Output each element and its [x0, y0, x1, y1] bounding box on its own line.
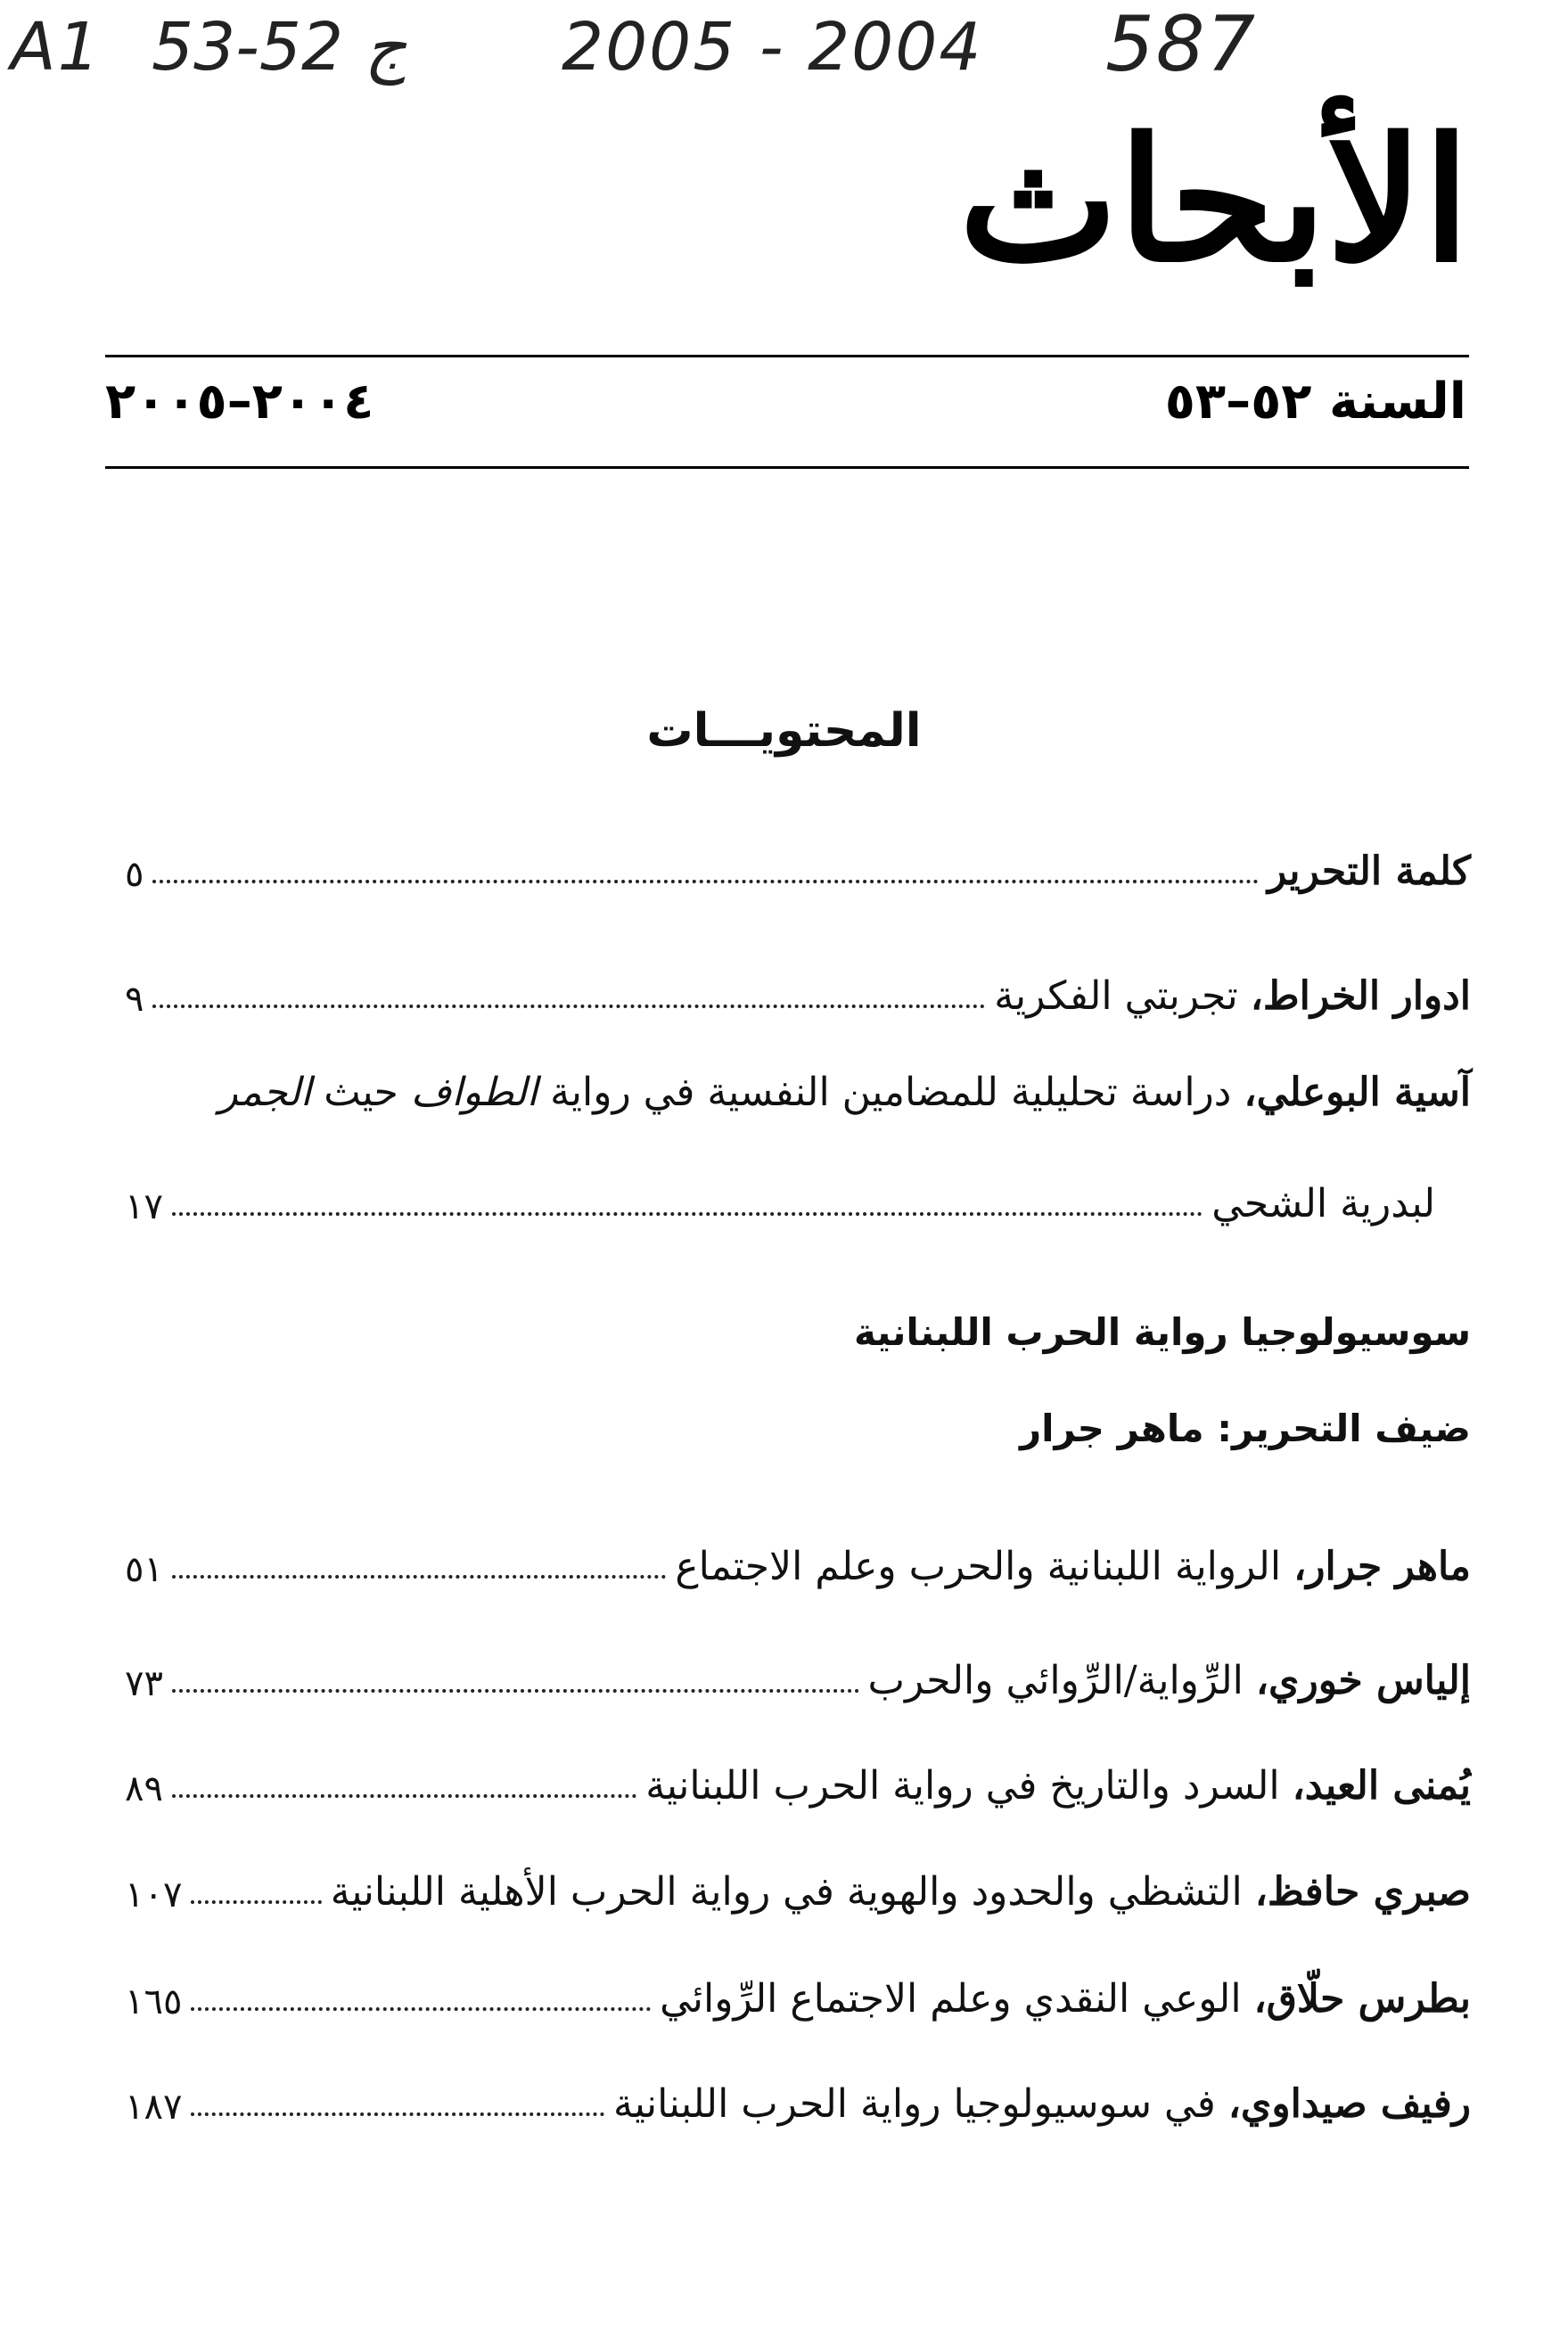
entry-page: ١٦٥ [125, 1981, 183, 2022]
dot-leader [172, 1794, 636, 1798]
dot-leader [191, 2007, 651, 2011]
entry-title-italic: الجمر [218, 1070, 312, 1115]
toc-entry[interactable] [125, 1748, 1471, 1810]
masthead-rule-bottom [105, 466, 1469, 469]
section-title: سوسيولوجيا رواية الحرب اللبنانية [853, 1310, 1471, 1354]
guest-editor: ضيف التحرير: ماهر جرار [1019, 1407, 1471, 1450]
toc-entry[interactable] [125, 1643, 1471, 1705]
toc-entry[interactable] [125, 1961, 1471, 2023]
dot-leader [152, 1005, 985, 1008]
entry-title: الرواية اللبنانية والحرب وعلم الاجتماع [675, 1544, 1294, 1590]
journal-title: الأبحاث [958, 101, 1470, 299]
entry-page: ٥١ [125, 1549, 163, 1590]
entry-title-italic: الطواف [410, 1070, 538, 1115]
entry-page: ٩ [125, 979, 144, 1020]
toc-entry[interactable] [125, 2066, 1471, 2129]
entry-author: صبري حافظ، [1254, 1869, 1471, 1915]
masthead-rule-top [105, 355, 1469, 357]
years-label: ٢٠٠٤–٢٠٠٥ [105, 373, 374, 431]
handwritten-years: 2005 - 2004 [562, 9, 983, 86]
dot-leader [191, 1900, 321, 1904]
entry-author: يُمنى العيد، [1292, 1763, 1471, 1809]
entry-title-part: حيث [311, 1070, 411, 1115]
entry-page: ١٨٧ [125, 2087, 183, 2128]
handwritten-number: 587 [1105, 0, 1258, 89]
entry-title: التشظي والحدود والهوية في رواية الحرب الأهلية اللبنانية [330, 1869, 1255, 1915]
entry-author: ماهر جرار، [1293, 1544, 1471, 1590]
entry-page: ٥ [125, 854, 144, 895]
entry-title: الرِّواية/الرِّوائي والحرب [867, 1658, 1256, 1704]
volume-label: السنة ٥٢–٥٣ [1164, 373, 1466, 431]
entry-title-part: دراسة تحليلية للمضامين النفسية في رواية [538, 1070, 1244, 1115]
entry-author: آسية البوعلي، [1244, 1070, 1471, 1115]
entry-page: ٨٩ [125, 1768, 163, 1809]
entry-page: ٧٣ [125, 1663, 163, 1704]
entry-title: في سوسيولوجيا رواية الحرب اللبنانية [613, 2081, 1228, 2128]
dot-leader [191, 2112, 604, 2116]
toc-entry-line1[interactable] [218, 1070, 1471, 1115]
entry-page: ١٧ [125, 1186, 163, 1227]
entry-title: تجربتي الفكرية [994, 973, 1251, 1020]
toc-entry[interactable] [125, 1529, 1471, 1591]
entry-title-continuation: لبدرية الشحي [1211, 1181, 1435, 1227]
entry-author: إلياس خوري، [1255, 1658, 1471, 1704]
handwritten-series: A1 [11, 9, 102, 86]
toc-entry[interactable] [125, 1854, 1471, 1916]
entry-author: ادوار الخراط، [1250, 973, 1471, 1020]
dot-leader [172, 1575, 666, 1579]
dot-leader [172, 1689, 859, 1693]
handwritten-volume: 53-52 ج [152, 9, 407, 86]
toc-entry[interactable] [125, 958, 1471, 1021]
toc-entry-line2[interactable] [125, 1166, 1435, 1228]
entry-author: كلمة التحرير [1268, 849, 1471, 895]
dot-leader [152, 880, 1259, 883]
entry-title: السرد والتاريخ في رواية الحرب اللبنانية [645, 1763, 1293, 1809]
entry-page: ١٠٧ [125, 1874, 183, 1915]
dot-leader [172, 1212, 1203, 1216]
entry-author: بطرس حلّاق، [1253, 1976, 1471, 2022]
entry-author: رفيف صيداوي، [1227, 2081, 1471, 2128]
contents-heading: المحتويـــات [646, 704, 922, 758]
entry-title: الوعي النقدي وعلم الاجتماع الرِّوائي [660, 1976, 1254, 2022]
toc-entry-editorial[interactable] [125, 833, 1471, 896]
